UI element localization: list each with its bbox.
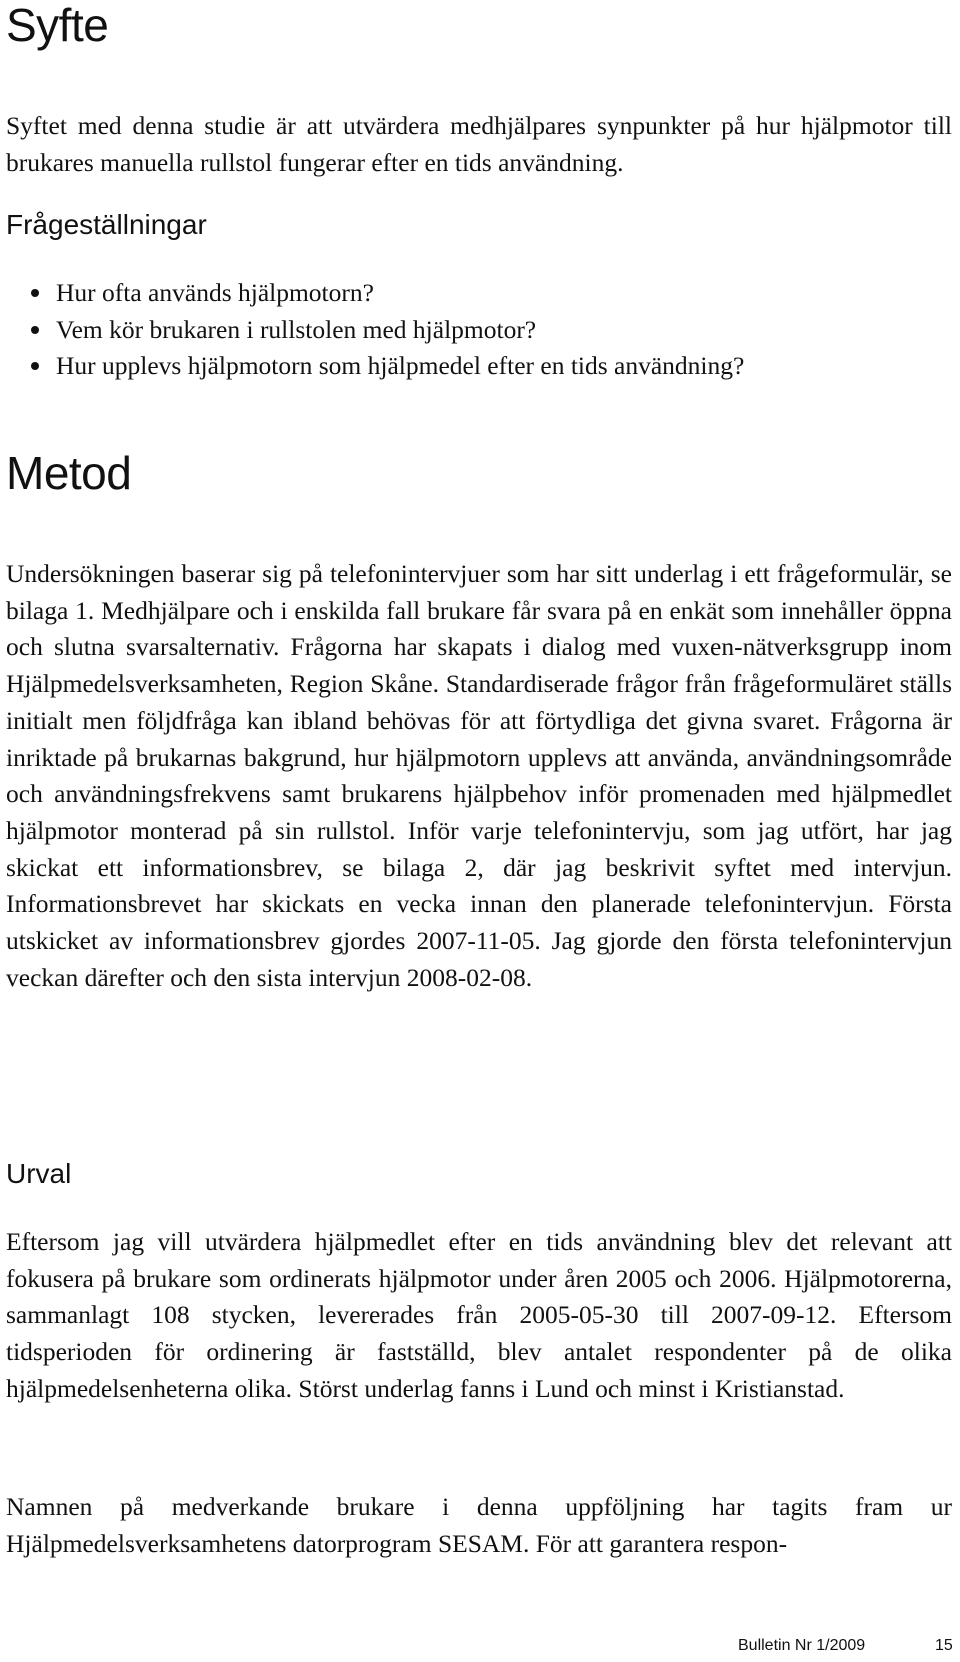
paragraph-metod: Undersökningen baserar sig på telefonintervjuer som har sitt underlag i ett frågeformulär, se bilaga 1. Medhjälpare och i enskilda fall brukare får svara på en enkät som innehåller öppna och slutna svarsalternativ. Frågorna har skapats i dialog med vuxen-nätverksgrupp inom Hjälpmedelsverksamheten, Region Skåne. Standardiserade frågor från frågeformuläret ställs initialt men följdfråga kan ibland behövas för att förtydliga det givna svaret. Frågorna är inriktade på brukarnas bakgrund, hur hjälpmotorn upplevs att använda, användningsområde och användningsfrekvens samt brukarens hjälpbehov inför promenaden med hjälpmedlet hjälpmotor monterad på sin rullstol. Inför varje telefonintervju, som jag utfört, har jag skickat ett informationsbrev, se bilaga 2, där jag beskrivit syftet med intervjun. Informationsbrevet har skickats en vecka innan den planerade telefonintervjun. Första utskicket av informationsbrev gjordes 2007-11-05. Jag gjorde den första telefonintervjun veckan därefter och den sista intervjun 2008-02-08. xyxy=(6,559,952,992)
list-item xyxy=(6,312,744,349)
heading-urval: Urval xyxy=(6,1158,72,1189)
bullet-icon xyxy=(31,326,39,334)
footer-page-number: 15 xyxy=(935,1637,953,1654)
bullet-icon xyxy=(31,289,39,297)
footer-publication: Bulletin Nr 1/2009 xyxy=(738,1637,866,1654)
questions-list xyxy=(6,275,744,385)
list-item-text: Vem kör brukaren i rullstolen med hjälpmotor? xyxy=(56,314,537,344)
heading-syfte: Syfte xyxy=(6,0,109,51)
list-item xyxy=(6,348,744,385)
list-item-text: Hur ofta används hjälpmotorn? xyxy=(56,278,374,307)
bullet-icon xyxy=(31,362,39,370)
paragraph-syfte: Syftet med denna studie är att utvärdera medhjälpares synpunkter på hur hjälpmotor till brukares manuella rullstol fungerar efter en tids användning. xyxy=(6,111,952,177)
heading-metod: Metod xyxy=(6,447,132,499)
list-item xyxy=(6,275,744,312)
paragraph-urval-2: Namnen på medverkande brukare i denna uppföljning har tagits fram ur Hjälpmedelsverksamhetens datorprogram SESAM. För att garantera respon- xyxy=(6,1492,952,1558)
paragraph-urval-1: Eftersom jag vill utvärdera hjälpmedlet efter en tids användning blev det relevant att fokusera på brukare som ordinerats hjälpmotor under åren 2005 och 2006. Hjälpmotorerna, sammanlagt 108 stycken, levererades från 2005-05-30 till 2007-09-12. Eftersom tidsperioden för ordinering är fastställd, blev antalet respondenter på de olika hjälpmedelsenheterna olika. Störst underlag fanns i Lund och minst i Kristianstad. xyxy=(6,1227,952,1403)
heading-fragestallningar: Frågeställningar xyxy=(6,209,207,240)
list-item-text: Hur upplevs hjälpmotorn som hjälpmedel efter en tids användning? xyxy=(56,351,745,380)
